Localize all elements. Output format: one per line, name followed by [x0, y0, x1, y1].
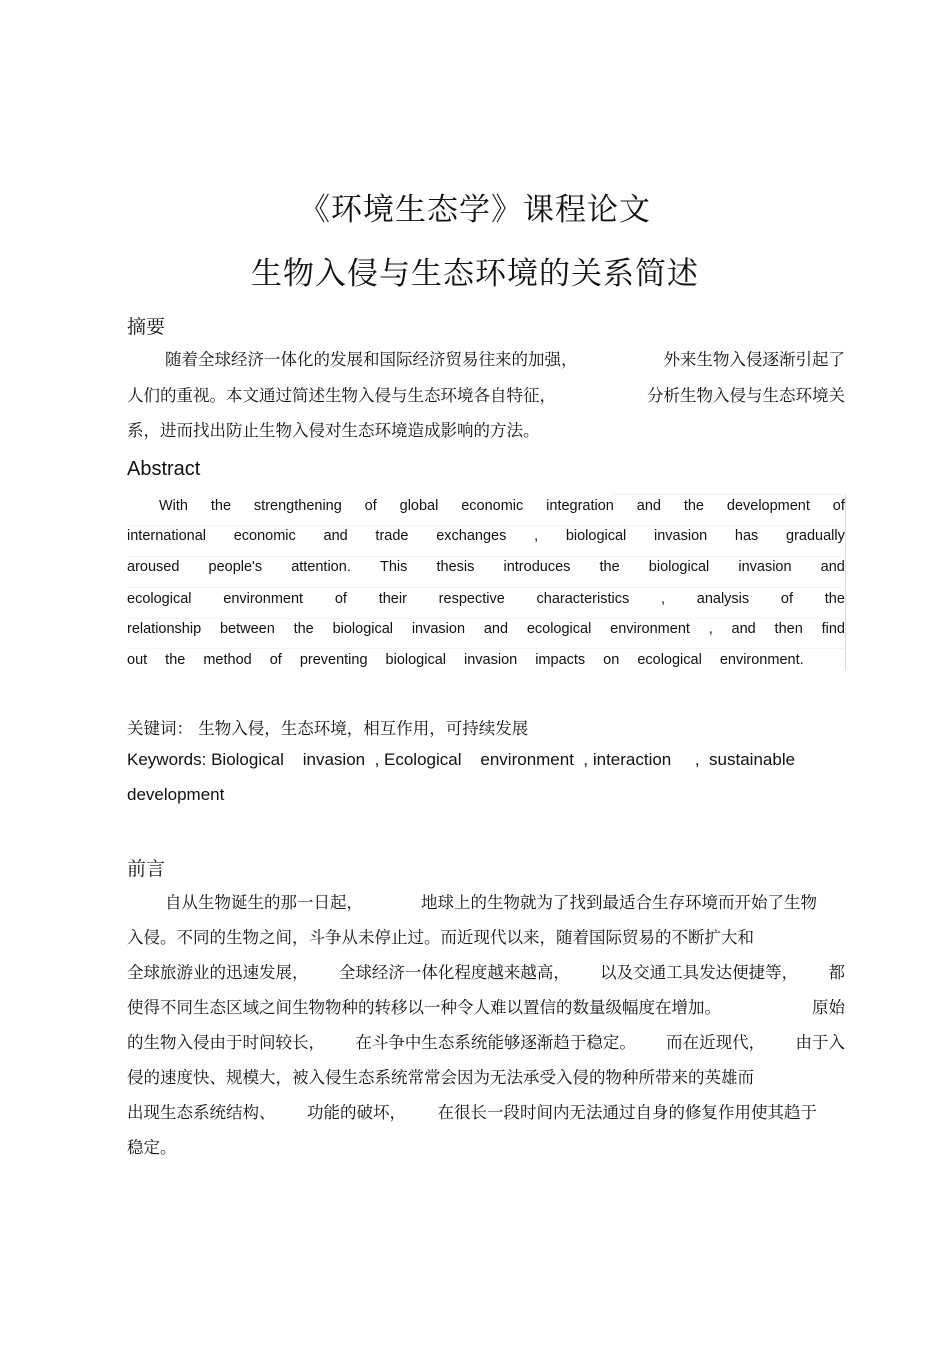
word: attention.: [291, 559, 351, 575]
word: aroused: [127, 559, 180, 575]
text-segment: 在斗争中生态系统能够逐渐趋于稳定。: [355, 1033, 636, 1052]
text-segment: 随着全球经济一体化的发展和国际经济贸易往来的加强，: [165, 350, 578, 369]
text-segment: 侵的速度快、规模大，被入侵生态系统常常会因为无法承受入侵的物种所带来的英雄而: [127, 1068, 754, 1087]
text-segment: 自从生物诞生的那一日起，: [165, 893, 363, 912]
word: exchanges: [436, 528, 507, 544]
word: characteristics: [536, 591, 630, 607]
preface-line-5: [127, 1033, 845, 1053]
text-segment: 由于入: [795, 1033, 845, 1052]
word: on: [603, 652, 620, 668]
word: ecological: [526, 621, 592, 637]
word: of: [832, 498, 845, 514]
abstract-cn-line-2: [127, 386, 845, 406]
preface-line-7: [127, 1103, 817, 1123]
preface-heading: 前言: [127, 858, 166, 880]
word: respective: [438, 591, 505, 607]
word: ,: [534, 528, 539, 544]
paper-title: 生物入侵与生态环境的关系简述: [251, 256, 699, 292]
word: biological: [648, 559, 710, 575]
text-segment: 功能的破坏，: [307, 1103, 406, 1122]
word: analysis: [696, 591, 750, 607]
text-segment: 分析生物入侵与生态环境关: [647, 386, 845, 405]
word: of: [269, 652, 282, 668]
word: environment: [223, 591, 304, 607]
text-segment: 原始: [812, 998, 845, 1017]
divider: [127, 648, 845, 649]
text-segment: 出现生态系统结构、: [127, 1103, 276, 1122]
word: the: [683, 498, 704, 514]
word: development: [726, 498, 810, 514]
word: biological: [385, 652, 446, 668]
word: This: [379, 559, 408, 575]
text-segment: 外来生物入侵逐渐引起了: [663, 350, 845, 369]
word: their: [378, 591, 407, 607]
word: relationship: [127, 621, 202, 637]
word: ,: [708, 621, 713, 637]
word: the: [210, 498, 232, 514]
text-segment: 的生物入侵由于时间较长，: [127, 1033, 325, 1052]
preface-line-1: [127, 893, 817, 913]
word: strengthening: [253, 498, 342, 514]
word: and: [820, 559, 845, 575]
abstract-en-line-2: [127, 526, 845, 546]
keywords-en-line-1: Keywords: Biological invasion , Ecological environment , interaction , sustainable: [127, 750, 796, 769]
preface-line-6: [127, 1068, 845, 1088]
text-segment: 而在近现代，: [666, 1033, 766, 1052]
word: global: [399, 498, 439, 514]
word: the: [293, 621, 314, 637]
word: method: [203, 652, 252, 668]
word: With: [159, 498, 188, 514]
word: and: [636, 498, 661, 514]
word: economic: [233, 528, 296, 544]
abstract-en-line-6: [127, 650, 845, 670]
preface-line-4: [127, 998, 845, 1018]
word: invasion: [738, 559, 792, 575]
text-segment: 入侵。不同的生物之间，斗争从未停止过。而近现代以来，随着国际贸易的不断扩大和: [127, 928, 754, 947]
abstract-en-line-1: [127, 496, 845, 516]
word: integration: [546, 498, 614, 514]
text-segment: 以及交通工具发达便捷等，: [600, 963, 799, 982]
text-segment: 在很长一段时间内无法通过自身的修复作用使其趋于: [437, 1103, 817, 1122]
word: biological: [565, 528, 627, 544]
text-segment: 全球旅游业的迅速发展，: [127, 963, 309, 982]
word: people's: [208, 559, 263, 575]
preface-line-3: [127, 963, 845, 983]
preface-line-2: [127, 928, 845, 948]
word: out: [127, 652, 148, 668]
word: of: [334, 591, 347, 607]
preface-line-8: [127, 1138, 845, 1158]
word: of: [780, 591, 794, 607]
word: and: [323, 528, 348, 544]
word: ,: [660, 591, 665, 607]
text-segment: 地球上的生物就为了找到最适合生存环境而开始了生物: [421, 893, 817, 912]
word: the: [599, 559, 620, 575]
text-segment: 全球经济一体化程度越来越高，: [338, 963, 570, 982]
course-title: 《环境生态学》课程论文: [299, 192, 651, 228]
word: of: [364, 498, 377, 514]
word: then: [774, 621, 803, 637]
abstract-en-line-4: [127, 589, 845, 609]
word: the: [824, 591, 845, 607]
keywords-cn: 关键词： 生物入侵，生态环境，相互作用，可持续发展: [127, 719, 529, 738]
word: and: [483, 621, 509, 637]
word: economic: [461, 498, 524, 514]
word: has: [734, 528, 759, 544]
abstract-en-heading: Abstract: [127, 458, 201, 480]
abstract-cn-line-1: [127, 350, 845, 370]
word: the: [165, 652, 186, 668]
text-segment: 都: [828, 963, 845, 982]
word: gradually: [786, 528, 845, 544]
word: and: [731, 621, 756, 637]
word: environment: [610, 621, 690, 637]
word: environment.: [719, 652, 804, 668]
word: preventing: [299, 652, 368, 668]
divider: [612, 494, 844, 495]
word: invasion: [654, 528, 708, 544]
abstract-cn-heading: 摘要: [127, 316, 166, 338]
keywords-en-line-2: development: [127, 785, 225, 804]
word: international: [127, 528, 206, 544]
abstract-cn-line-3: [127, 421, 845, 441]
text-segment: 稳定。: [127, 1138, 177, 1157]
text-segment: 人们的重视。本文通过简述生物入侵与生态环境各自特征，: [127, 386, 556, 405]
word: invasion: [411, 621, 466, 637]
abstract-en-line-5: [127, 619, 845, 639]
word: trade: [375, 528, 409, 544]
text-segment: 使得不同生态区域之间生物物种的转移以一种令人难以置信的数量级幅度在增加。: [127, 998, 721, 1017]
word: introduces: [503, 559, 571, 575]
word: thesis: [436, 559, 475, 575]
word: find: [821, 621, 845, 637]
word: between: [219, 621, 275, 637]
word: impacts: [535, 652, 586, 668]
word: invasion: [464, 652, 518, 668]
abstract-en-frame: [127, 494, 846, 670]
word: biological: [332, 621, 394, 637]
word: ecological: [127, 591, 192, 607]
text-segment: 系，进而找出防止生物入侵对生态环境造成影响的方法。: [127, 421, 540, 440]
abstract-en-line-3: [127, 557, 845, 577]
word: ecological: [637, 652, 702, 668]
divider: [127, 587, 845, 588]
